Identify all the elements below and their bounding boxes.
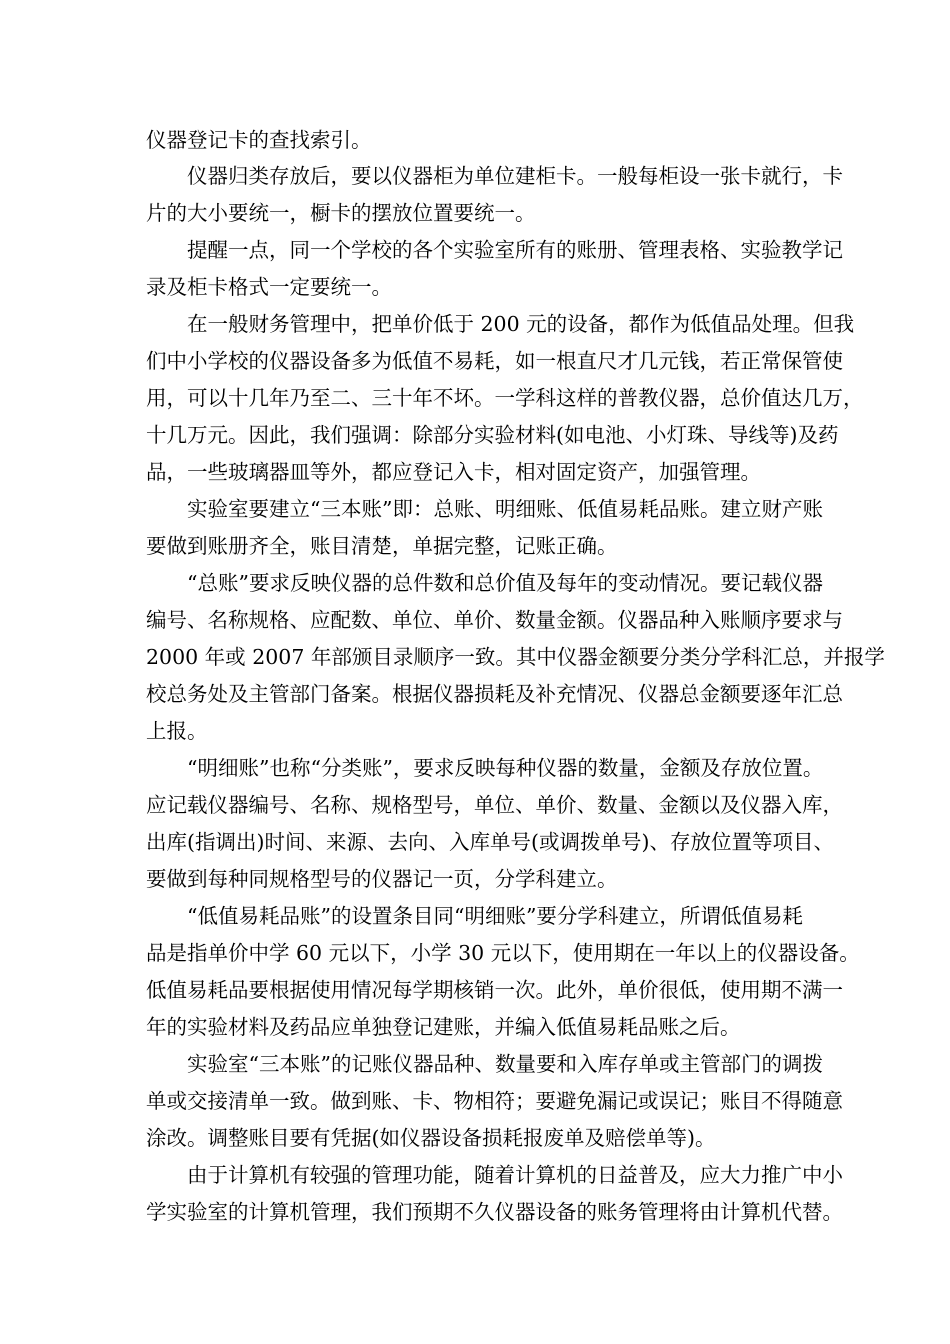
- text-line: 十几万元。因此，我们强调：除部分实验材料(如电池、小灯珠、导线等)及药: [146, 423, 839, 447]
- text-line: 要做到账册齐全，账目清楚，单据完整，记账正确。: [146, 534, 618, 558]
- text-line: 出库(指调出)时间、来源、去向、入库单号(或调拨单号)、存放位置等项目、: [146, 830, 834, 854]
- text-line: 品，一些玻璃器皿等外，都应登记入卡，相对固定资产，加强管理。: [146, 460, 761, 484]
- text-line: 年的实验材料及药品应单独登记建账，并编入低值易耗品账之后。: [146, 1015, 741, 1039]
- text-line: 品是指单价中学 60 元以下，小学 30 元以下，使用期在一年以上的仪器设备。: [146, 941, 860, 965]
- paragraph-first-line: “明细账”也称“分类账”，要求反映每种仪器的数量，金额及存放位置。: [187, 756, 824, 780]
- text-line: 用，可以十几年乃至二、三十年不坏。一学科这样的普教仪器，总价值达几万，: [146, 386, 864, 410]
- paragraph-first-line: “低值易耗品账”的设置条目同“明细账”要分学科建立，所谓低值易耗: [187, 904, 803, 928]
- text-line: 2000 年或 2007 年部颁目录顺序一致。其中仪器金额要分类分学科汇总，并报学: [146, 645, 885, 669]
- text-line: 校总务处及主管部门备案。根据仪器损耗及补充情况、仪器总金额要逐年汇总: [146, 682, 843, 706]
- text-line: 单或交接清单一致。做到账、卡、物相符；要避免漏记或误记；账目不得随意: [146, 1089, 843, 1113]
- text-line: 上报。: [146, 719, 208, 743]
- text-line: 涂改。调整账目要有凭据(如仪器设备损耗报废单及赔偿单等)。: [146, 1126, 716, 1150]
- paragraph-first-line: 在一般财务管理中，把单价低于 200 元的设备，都作为低值品处理。但我: [187, 312, 855, 336]
- text-line: 要做到每种同规格型号的仪器记一页，分学科建立。: [146, 867, 618, 891]
- text-line: 们中小学校的仪器设备多为低值不易耗，如一根直尺才几元钱，若正常保管使: [146, 349, 843, 373]
- paragraph-first-line: “总账”要求反映仪器的总件数和总价值及每年的变动情况。要记载仪器: [187, 571, 823, 595]
- text-line: 片的大小要统一，橱卡的摆放位置要统一。: [146, 201, 536, 225]
- paragraph-first-line: 实验室要建立“三本账”即：总账、明细账、低值易耗品账。建立财产账: [187, 497, 823, 521]
- text-line: 仪器登记卡的查找索引。: [146, 128, 372, 152]
- paragraph-first-line: 仪器归类存放后，要以仪器柜为单位建柜卡。一般每柜设一张卡就行，卡: [187, 164, 843, 188]
- paragraph-first-line: 提醒一点，同一个学校的各个实验室所有的账册、管理表格、实验教学记: [187, 238, 843, 262]
- paragraph-first-line: 实验室“三本账”的记账仪器品种、数量要和入库存单或主管部门的调拨: [187, 1052, 823, 1076]
- text-line: 录及柜卡格式一定要统一。: [146, 275, 392, 299]
- text-line: 低值易耗品要根据使用情况每学期核销一次。此外，单价很低，使用期不满一: [146, 978, 843, 1002]
- text-line: 学实验室的计算机管理，我们预期不久仪器设备的账务管理将由计算机代替。: [146, 1200, 843, 1224]
- text-line: 编号、名称规格、应配数、单位、单价、数量金额。仪器品种入账顺序要求与: [146, 608, 843, 632]
- text-line: 应记载仪器编号、名称、规格型号，单位、单价、数量、金额以及仪器入库，: [146, 793, 843, 817]
- paragraph-first-line: 由于计算机有较强的管理功能，随着计算机的日益普及，应大力推广中小: [187, 1163, 843, 1187]
